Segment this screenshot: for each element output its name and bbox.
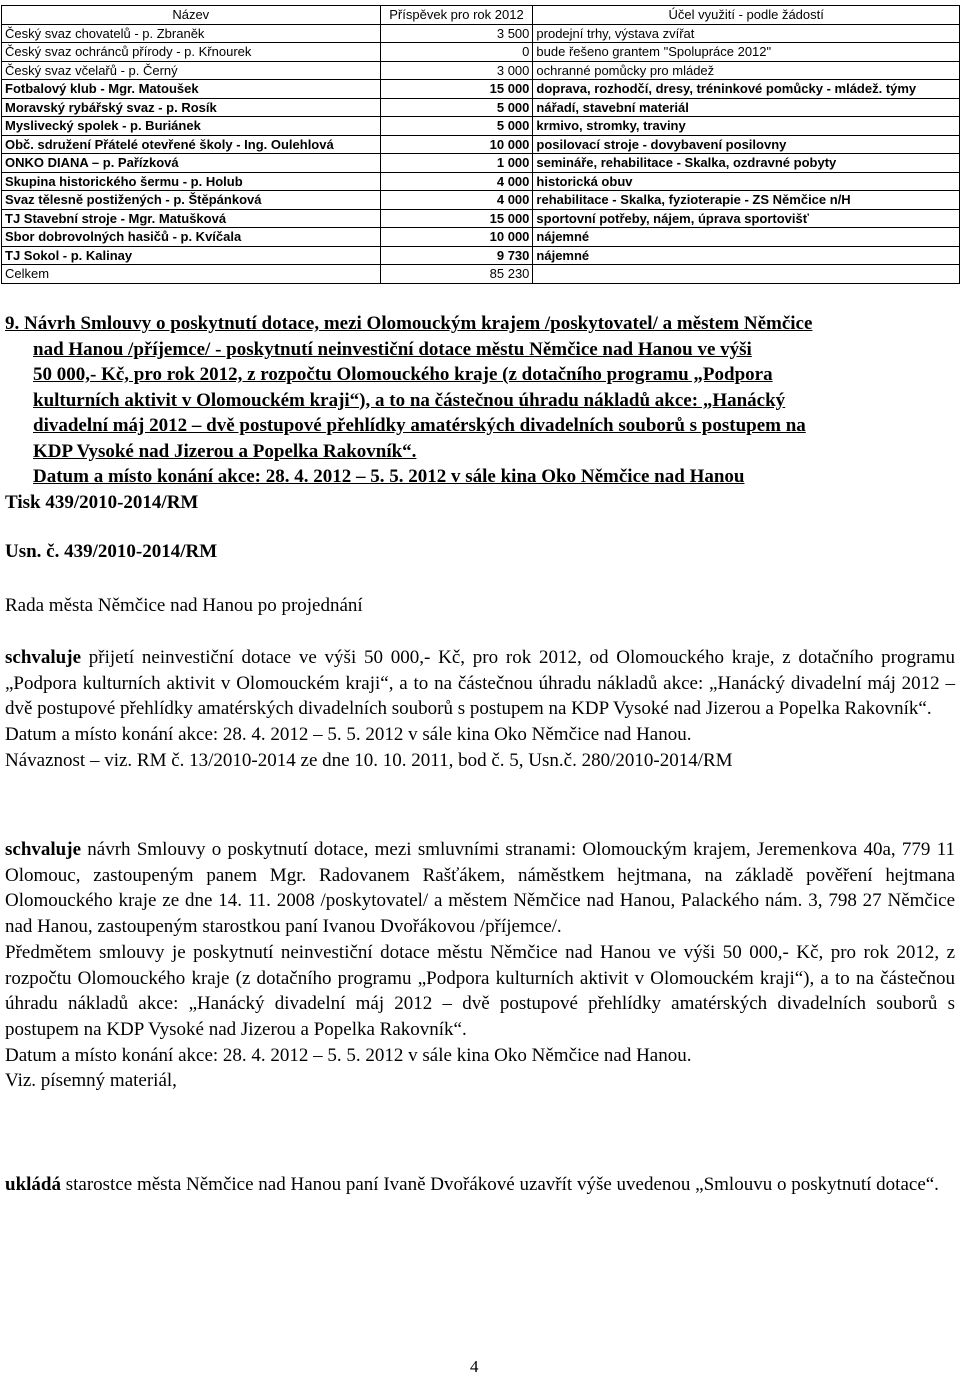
cell-amount: 10 000	[380, 228, 533, 247]
table-row	[2, 228, 960, 247]
cell-purpose: sportovní potřeby, nájem, úprava sportovišť	[533, 209, 960, 228]
reference-note: Návaznost – viz. RM č. 13/2010-2014 ze dne 10. 10. 2011, bod č. 5, Usn.č. 280/2010-2014/RM	[5, 749, 733, 771]
contract-subject: Předmětem smlouvy je poskytnutí neinvestiční dotace městu Němčice nad Hanou ve výši 50 000,- Kč, pro rok 2012, z rozpočtu Olomouckého kraje (z dotačního programu „Podpora kulturních aktivit v Olomouckém kraji“), a to na částečnou úhradu nákladů akce: „Hanácký divadelní máj 2012 – dvě postupové přehlídky amatérských divadelních souborů s postupem na KDP Vysoké nad Jizerou a Popelka Rakovník“.	[5, 941, 955, 1040]
heading-line: Datum a místo konání akce: 28. 4. 2012 – 5. 5. 2012 v sále kina Oko Němčice nad Hanou	[33, 466, 745, 487]
cell-amount: 1 000	[380, 154, 533, 173]
cell-purpose	[533, 265, 960, 284]
table-total-row	[2, 265, 960, 284]
cell-purpose: historická obuv	[533, 172, 960, 191]
cell-amount: 10 000	[380, 135, 533, 154]
grants-table	[1, 5, 960, 284]
table-row	[2, 80, 960, 99]
tisk-number: Tisk 439/2010-2014/RM	[5, 491, 199, 513]
paragraph-text: přijetí neinvestiční dotace ve výši 50 000,- Kč, pro rok 2012, od Olomouckého kraje, z dotačního programu „Podpora kulturních aktivit v Olomouckém kraji“, a to na částečnou úhradu nákladů akce: „Hanácký divadelní máj 2012 – dvě postupové přehlídky amatérských divadelních souborů s postupem na KDP Vysoké nad Jizerou a Popelka Rakovník“.	[5, 647, 955, 720]
table-header-row	[2, 6, 960, 25]
event-date: Datum a místo konání akce: 28. 4. 2012 – 5. 5. 2012 v sále kina Oko Němčice nad Hanou.	[5, 1044, 692, 1066]
cell-purpose: prodejní trhy, výstava zvířat	[533, 24, 960, 43]
table-row	[2, 135, 960, 154]
cell-amount: Příspěvek pro rok 2012	[380, 6, 533, 25]
cell-amount: 0	[380, 43, 533, 62]
cell-name: Český svaz ochránců přírody - p. Křnourek	[2, 43, 381, 62]
cell-name: Fotbalový klub - Mgr. Matoušek	[2, 80, 381, 99]
cell-amount: 5 000	[380, 117, 533, 136]
table-row	[2, 209, 960, 228]
verb-uklada: ukládá	[5, 1174, 61, 1195]
approval-paragraph-2	[5, 837, 955, 1094]
cell-amount: 4 000	[380, 191, 533, 210]
cell-purpose: doprava, rozhodčí, dresy, tréninkové pomůcky - mládež. týmy	[533, 80, 960, 99]
cell-purpose: krmivo, stromky, traviny	[533, 117, 960, 136]
cell-amount: 9 730	[380, 246, 533, 265]
cell-purpose: nájemné	[533, 228, 960, 247]
page-number: 4	[470, 1357, 479, 1376]
cell-amount: 15 000	[380, 209, 533, 228]
cell-name: Název	[2, 6, 381, 25]
cell-name: ONKO DIANA – p. Pařízková	[2, 154, 381, 173]
table-row	[2, 24, 960, 43]
cell-name: Sbor dobrovolných hasičů - p. Kvíčala	[2, 228, 381, 247]
cell-purpose: nářadí, stavební materiál	[533, 98, 960, 117]
verb-schvaluje: schvaluje	[5, 839, 81, 860]
council-intro: Rada města Němčice nad Hanou po projednání	[5, 595, 363, 616]
table-row	[2, 98, 960, 117]
material-note: Viz. písemný materiál,	[5, 1070, 177, 1092]
table-row	[2, 61, 960, 80]
cell-amount: 85 230	[380, 265, 533, 284]
cell-name: Český svaz včelařů - p. Černý	[2, 61, 381, 80]
cell-purpose: Účel využití - podle žádostí	[533, 6, 960, 25]
grants-table-body	[2, 6, 960, 284]
cell-purpose: semináře, rehabilitace - Skalka, ozdravné pobyty	[533, 154, 960, 173]
resolution-number: Usn. č. 439/2010-2014/RM	[5, 541, 218, 562]
heading-line: nad Hanou /příjemce/ - poskytnutí neinvestiční dotace městu Němčice nad Hanou ve výši	[33, 338, 752, 360]
heading-line: 50 000,- Kč, pro rok 2012, z rozpočtu Olomouckého kraje (z dotačního programu „Podpora	[33, 364, 773, 385]
cell-name: Myslivecký spolek - p. Buriánek	[2, 117, 381, 136]
cell-name: Moravský rybářský svaz - p. Rosík	[2, 98, 381, 117]
cell-name: TJ Stavební stroje - Mgr. Matušková	[2, 209, 381, 228]
cell-amount: 5 000	[380, 98, 533, 117]
heading-line: 9. Návrh Smlouvy o poskytnutí dotace, mezi Olomouckým krajem /poskytovatel/ a městem Němčice	[5, 313, 813, 334]
cell-purpose: nájemné	[533, 246, 960, 265]
table-row	[2, 154, 960, 173]
heading-line: divadelní máj 2012 – dvě postupové přehlídky amatérských divadelních souborů s postupem na	[33, 415, 806, 436]
task-paragraph	[5, 1172, 955, 1198]
cell-name: Obč. sdružení Přátelé otevřené školy - Ing. Oulehlová	[2, 135, 381, 154]
cell-purpose: ochranné pomůcky pro mládež	[533, 61, 960, 80]
cell-amount: 3 500	[380, 24, 533, 43]
cell-purpose: rehabilitace - Skalka, fyzioterapie - ZS Němčice n/H	[533, 191, 960, 210]
cell-name: TJ Sokol - p. Kalinay	[2, 246, 381, 265]
cell-amount: 15 000	[380, 80, 533, 99]
cell-amount: 4 000	[380, 172, 533, 191]
paragraph-text: starostce města Němčice nad Hanou paní Ivaně Dvořákové uzavřít výše uvedenou „Smlouvu o poskytnutí dotace“.	[60, 1174, 939, 1195]
cell-name: Celkem	[2, 265, 381, 284]
approval-paragraph-1	[5, 645, 955, 774]
cell-amount: 3 000	[380, 61, 533, 80]
heading-line: kulturních aktivit v Olomouckém kraji“), a to na částečnou úhradu nákladů akce: „Hanácký	[33, 389, 786, 411]
table-row	[2, 172, 960, 191]
cell-purpose: bude řešeno grantem "Spolupráce 2012"	[533, 43, 960, 62]
verb-schvaluje: schvaluje	[5, 647, 81, 668]
cell-name: Skupina historického šermu - p. Holub	[2, 172, 381, 191]
heading-line: KDP Vysoké nad Jizerou a Popelka Rakovník“.	[33, 440, 417, 462]
cell-name: Český svaz chovatelů - p. Zbraněk	[2, 24, 381, 43]
event-date: Datum a místo konání akce: 28. 4. 2012 – 5. 5. 2012 v sále kina Oko Němčice nad Hanou.	[5, 724, 692, 746]
cell-purpose: posilovací stroje - dovybavení posilovny	[533, 135, 960, 154]
table-row	[2, 246, 960, 265]
table-row	[2, 191, 960, 210]
paragraph-text: návrh Smlouvy o poskytnutí dotace, mezi smluvními stranami: Olomouckým krajem, Jeremenkova 40a, 779 11 Olomouc, zastoupeným panem Mgr. Radovanem Rašťákem, náměstkem hejtmana, na základě pověření hejtmana Olomouckého kraje ze dne 14. 11. 2008 /poskytovatel/ a městem Němčice nad Hanou, Palackého nám. 3, 798 27 Němčice nad Hanou, zastoupeným starostkou paní Ivanou Dvořákovou /příjemce/.	[5, 839, 955, 938]
section-heading	[5, 311, 957, 515]
table-row	[2, 117, 960, 136]
cell-name: Svaz tělesně postižených - p. Štěpánková	[2, 191, 381, 210]
table-row	[2, 43, 960, 62]
